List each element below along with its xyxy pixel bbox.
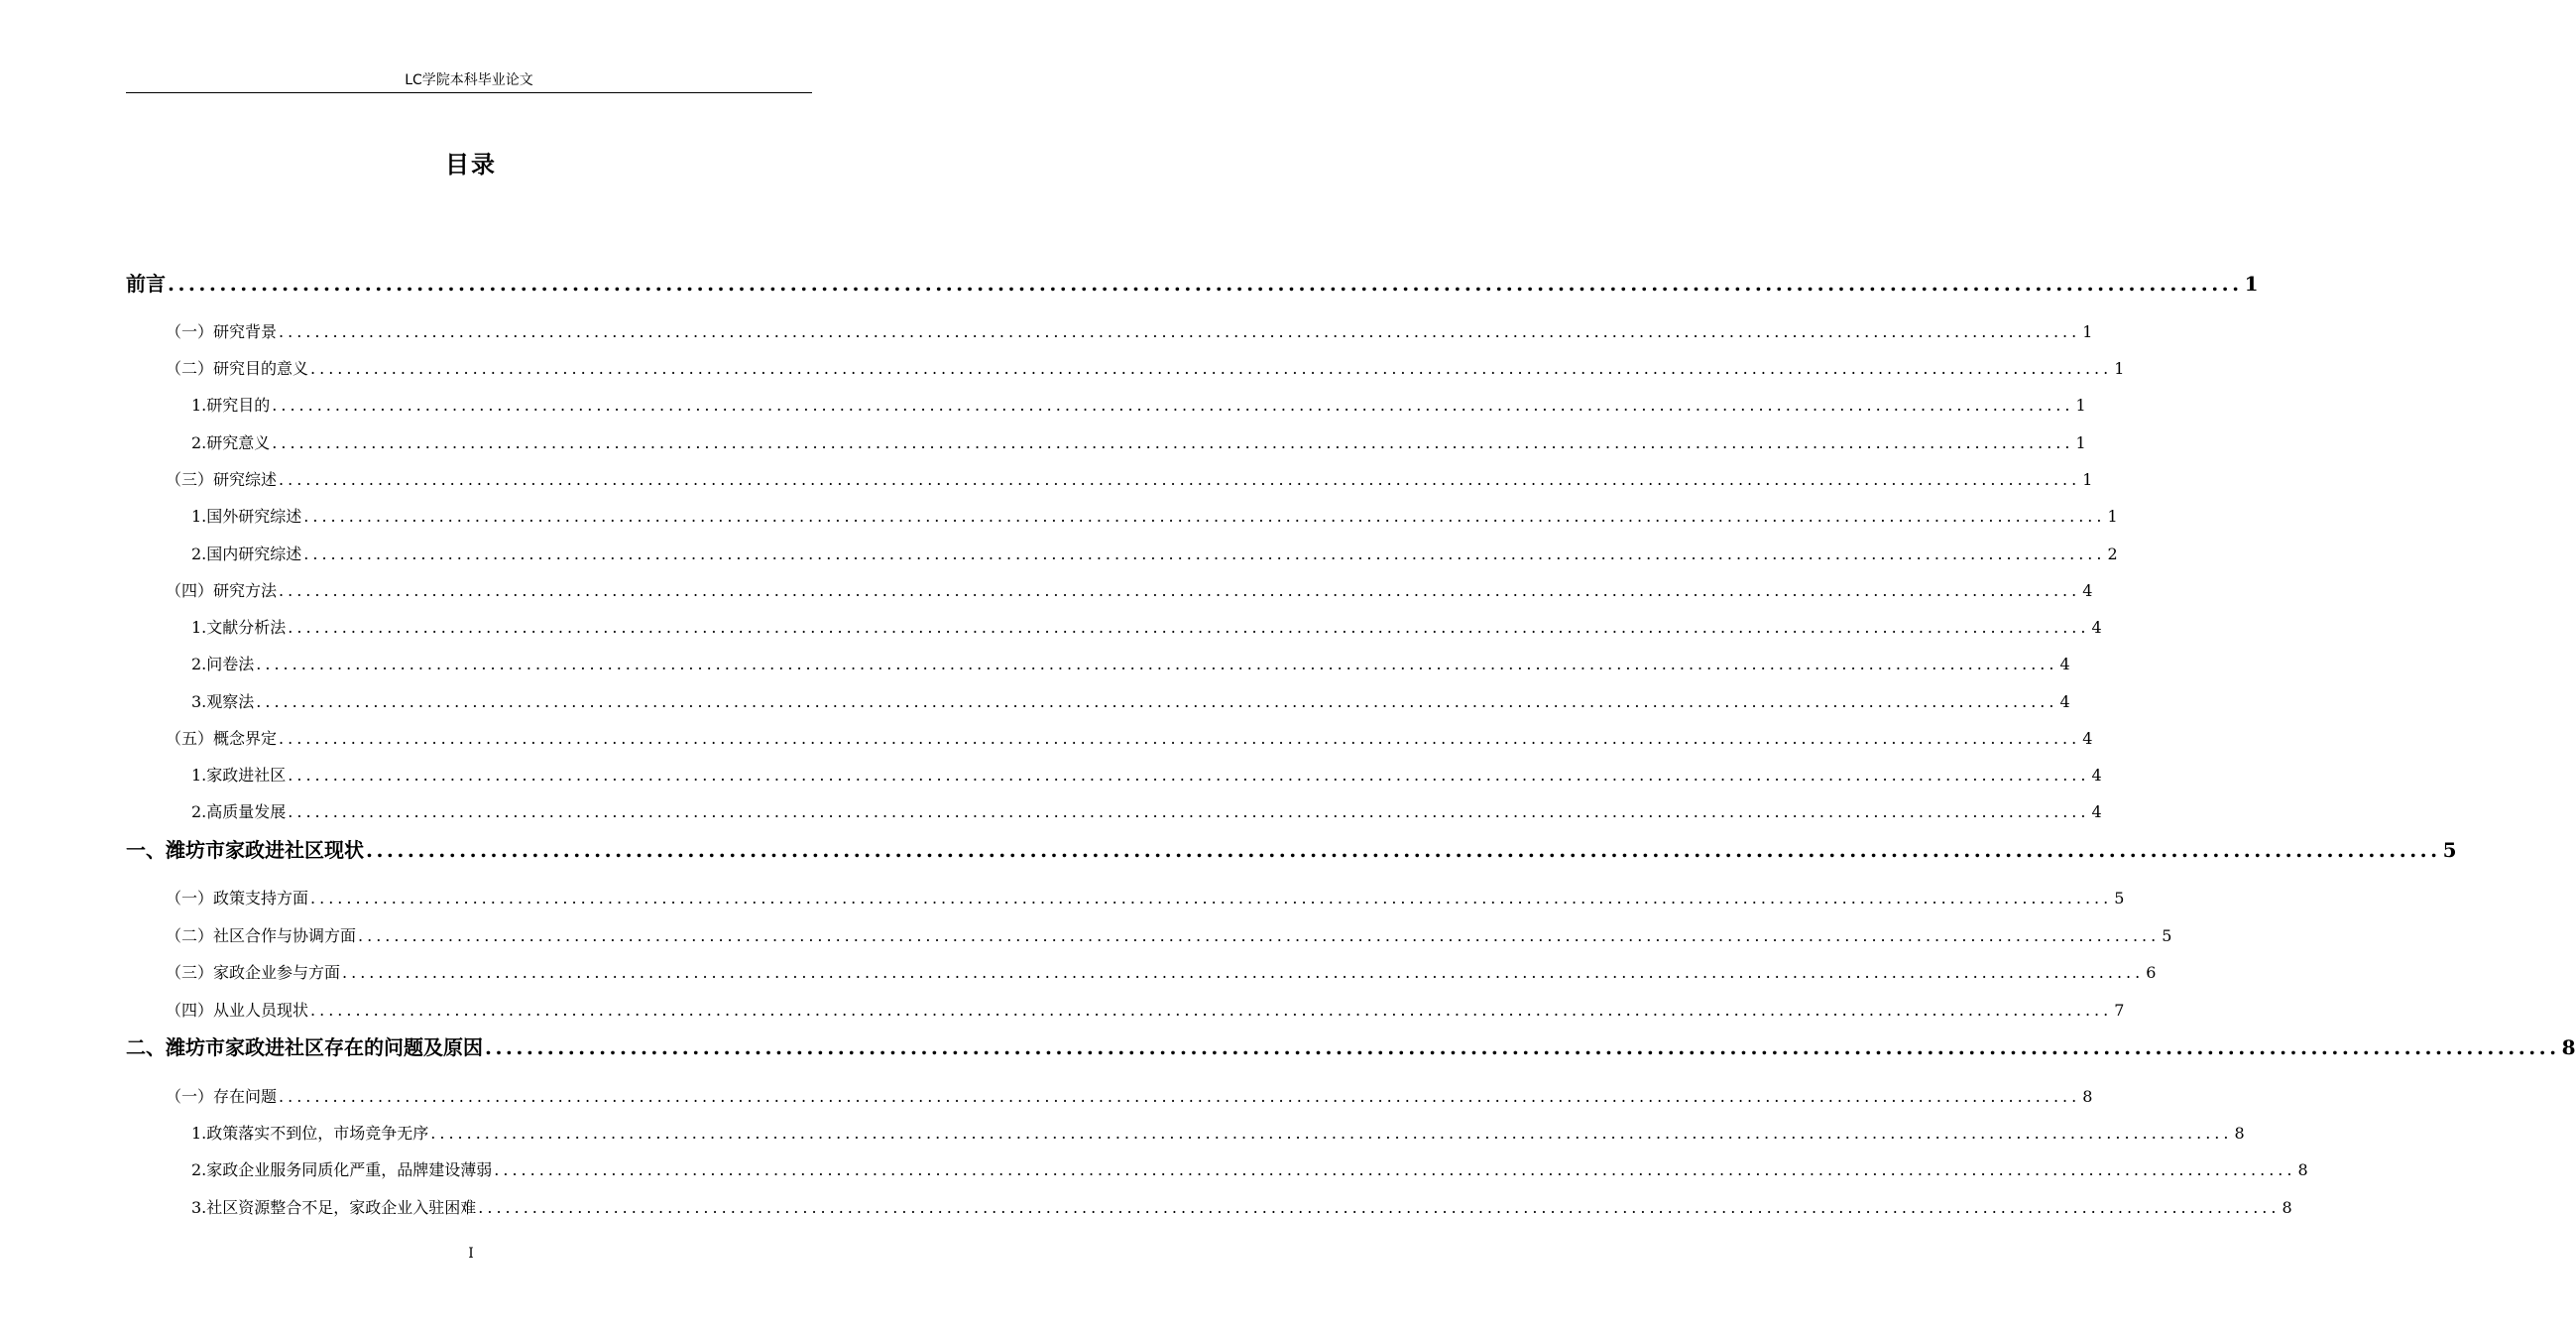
toc-entry[interactable] (126, 1031, 2576, 1060)
toc-entry-page: 1 (2082, 322, 2093, 341)
toc-entry-page: 5 (2162, 926, 2172, 945)
toc-entry-page: 8 (2561, 1035, 2576, 1059)
toc-entry[interactable] (166, 1084, 2093, 1107)
toc-entry[interactable] (191, 689, 2070, 712)
toc-entry[interactable] (191, 1195, 2292, 1218)
toc-entry-page: 5 (2442, 838, 2457, 862)
toc-leader-dots: ........................................................................................................................................................................................................ (272, 396, 2074, 415)
toc-leader-dots: ........................................................................................................................................................................................................ (494, 1160, 2296, 1179)
toc-leader-dots: ........................................................................................................................................................................................................ (310, 1001, 2113, 1020)
toc-entry-page: 5 (2114, 889, 2125, 908)
toc-leader-dots: ........................................................................................................................................................................................................ (288, 802, 2090, 821)
toc-entry-page: 8 (2082, 1087, 2093, 1106)
toc-leader-dots: ........................................................................................................................................................................................................ (168, 272, 2243, 296)
toc-leader-dots: ........................................................................................................................................................................................................ (310, 359, 2113, 378)
toc-entry-label: 1.文献分析法 (191, 618, 287, 637)
toc-entry-page: 8 (2297, 1160, 2308, 1179)
toc-leader-dots: ........................................................................................................................................................................................................ (279, 1087, 2081, 1106)
toc-entry[interactable] (166, 467, 2093, 490)
toc-leader-dots: ........................................................................................................................................................................................................ (279, 322, 2081, 341)
toc-leader-dots: ........................................................................................................................................................................................................ (310, 889, 2113, 908)
toc-leader-dots: ........................................................................................................................................................................................................ (478, 1198, 2281, 1217)
toc-entry-label: 前言 (126, 272, 166, 296)
toc-entry-label: （一）研究背景 (166, 322, 278, 341)
toc-leader-dots: ........................................................................................................................................................................................................ (358, 926, 2161, 945)
toc-entry-label: （一）存在问题 (166, 1087, 278, 1106)
toc-entry-label: 2.国内研究综述 (191, 545, 302, 563)
toc-entry-page: 1 (2107, 507, 2118, 526)
toc-entry[interactable] (191, 799, 2102, 822)
toc-entry-page: 4 (2082, 581, 2093, 600)
toc-entry[interactable] (191, 652, 2070, 674)
toc-entry-page: 4 (2059, 655, 2070, 673)
toc-entry[interactable] (166, 726, 2093, 749)
toc-entry-label: 二、潍坊市家政进社区存在的问题及原因 (126, 1035, 483, 1059)
toc-leader-dots: ........................................................................................................................................................................................................ (342, 963, 2145, 982)
toc-entry[interactable] (166, 356, 2125, 379)
toc-entry[interactable] (126, 268, 2259, 297)
toc-leader-dots: ........................................................................................................................................................................................................ (485, 1035, 2560, 1059)
toc-entry-page: 4 (2059, 692, 2070, 711)
toc-entry-label: 1.国外研究综述 (191, 507, 302, 526)
toc-entry[interactable] (166, 886, 2125, 909)
toc-entry[interactable] (191, 1121, 2245, 1144)
page-number: I (468, 1246, 474, 1262)
toc-leader-dots: ........................................................................................................................................................................................................ (288, 766, 2090, 785)
toc-entry-page: 1 (2075, 433, 2086, 452)
toc-entry[interactable] (166, 923, 2172, 946)
toc-leader-dots: ........................................................................................................................................................................................................ (272, 433, 2074, 452)
toc-entry-label: 1.家政进社区 (191, 766, 287, 785)
toc-entry[interactable] (191, 763, 2102, 786)
toc-entry[interactable] (191, 504, 2118, 527)
toc-entry-label: （四）研究方法 (166, 581, 278, 600)
toc-entry-label: （三）家政企业参与方面 (166, 963, 341, 982)
toc-entry[interactable] (191, 542, 2118, 564)
toc-entry-label: 1.政策落实不到位，市场竞争无序 (191, 1124, 429, 1143)
toc-leader-dots: ........................................................................................................................................................................................................ (279, 470, 2081, 489)
toc-entry-label: （四）从业人员现状 (166, 1001, 309, 1020)
toc-entry[interactable] (166, 578, 2093, 601)
toc-entry-page: 4 (2082, 729, 2093, 748)
toc-entry-page: 1 (2075, 396, 2086, 415)
toc-leader-dots: ........................................................................................................................................................................................................ (366, 838, 2441, 862)
toc-entry-label: 一、潍坊市家政进社区现状 (126, 838, 364, 862)
toc-entry-label: （二）社区合作与协调方面 (166, 926, 357, 945)
toc-entry-label: （一）政策支持方面 (166, 889, 309, 908)
running-header: LC学院本科毕业论文 (405, 72, 533, 88)
toc-leader-dots: ........................................................................................................................................................................................................ (279, 581, 2081, 600)
toc-leader-dots: ........................................................................................................................................................................................................ (430, 1124, 2233, 1143)
toc-leader-dots: ........................................................................................................................................................................................................ (256, 692, 2058, 711)
toc-entry-page: 1 (2244, 272, 2259, 296)
toc-entry[interactable] (191, 393, 2086, 416)
toc-entry[interactable] (191, 615, 2102, 638)
toc-entry-page: 7 (2114, 1001, 2125, 1020)
toc-leader-dots: ........................................................................................................................................................................................................ (256, 655, 2058, 673)
toc-entry[interactable] (191, 1157, 2308, 1180)
toc-entry[interactable] (166, 319, 2093, 342)
toc-entry-page: 8 (2234, 1124, 2245, 1143)
toc-entry-label: 2.高质量发展 (191, 802, 287, 821)
toc-leader-dots: ........................................................................................................................................................................................................ (303, 545, 2106, 563)
toc-entry-page: 1 (2082, 470, 2093, 489)
toc-entry-label: （二）研究目的意义 (166, 359, 309, 378)
toc-leader-dots: ........................................................................................................................................................................................................ (303, 507, 2106, 526)
toc-entry[interactable] (126, 834, 2457, 863)
toc-entry-page: 4 (2091, 766, 2102, 785)
toc-entry-label: 3.社区资源整合不足，家政企业入驻困难 (191, 1198, 477, 1217)
toc-entry-label: （三）研究综述 (166, 470, 278, 489)
toc-leader-dots: ........................................................................................................................................................................................................ (288, 618, 2090, 637)
toc-entry-label: 1.研究目的 (191, 396, 271, 415)
toc-entry-page: 4 (2091, 802, 2102, 821)
header-rule (126, 92, 812, 93)
toc-entry-page: 2 (2107, 545, 2118, 563)
page-title: 目录 (445, 151, 497, 179)
toc-entry-label: 2.家政企业服务同质化严重，品牌建设薄弱 (191, 1160, 493, 1179)
toc-leader-dots: ........................................................................................................................................................................................................ (279, 729, 2081, 748)
toc-entry-label: 3.观察法 (191, 692, 255, 711)
toc-entry-page: 8 (2282, 1198, 2292, 1217)
toc-entry-page: 4 (2091, 618, 2102, 637)
toc-entry-page: 1 (2114, 359, 2125, 378)
toc-entry[interactable] (166, 960, 2157, 983)
toc-entry[interactable] (166, 998, 2125, 1021)
toc-entry[interactable] (191, 430, 2086, 453)
toc-entry-label: 2.问卷法 (191, 655, 255, 673)
toc-entry-label: 2.研究意义 (191, 433, 271, 452)
toc-entry-page: 6 (2146, 963, 2157, 982)
toc-entry-label: （五）概念界定 (166, 729, 278, 748)
